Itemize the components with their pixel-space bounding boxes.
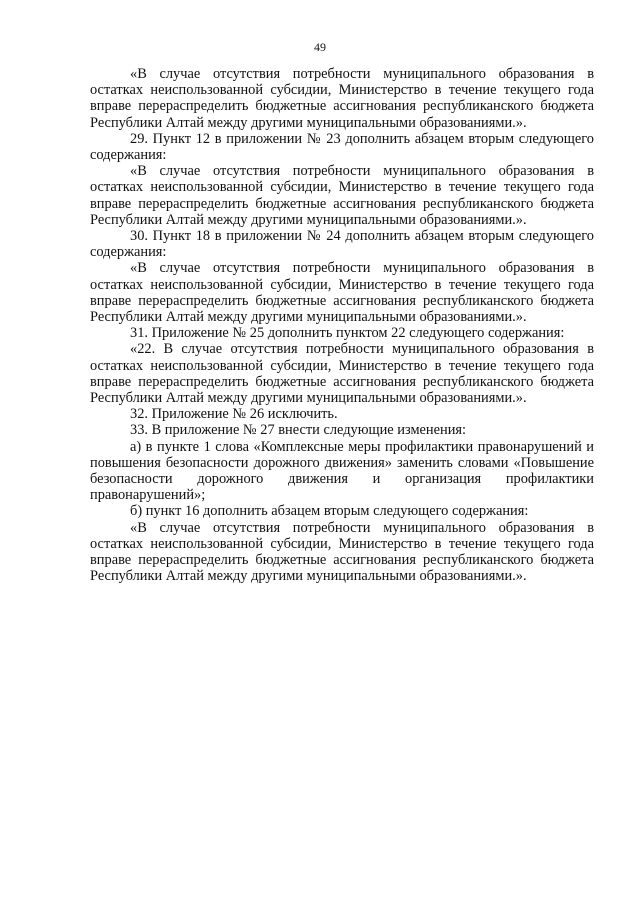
paragraph-quote-subsidy-5: «В случае отсутствия потребности муниципального образования в остатках неиспользованной субсидии, Министерство в течение текущего года вправе перераспределить бюджетные ассигнования республиканского бюджета Республики Алтай между другими муниципальными образованиями.». <box>90 519 594 585</box>
paragraph-quote-subsidy-3: «В случае отсутствия потребности муниципального образования в остатках неиспользованной субсидии, Министерство в течение текущего года вправе перераспределить бюджетные ассигнования республиканского бюджета Республики Алтай между другими муниципальными образованиями.». <box>90 260 594 326</box>
paragraph-item-29: 29. Пункт 12 в приложении № 23 дополнить абзацем вторым следующего содержания: <box>90 130 594 164</box>
paragraph-quote-subsidy-4: «22. В случае отсутствия потребности муниципального образования в остатках неиспользованной субсидии, Министерство в течение текущего года вправе перераспределить бюджетные ассигнования республиканского бюджета Республики Алтай между другими муниципальными образованиями.». <box>90 341 594 407</box>
paragraph-subitem-b: б) пункт 16 дополнить абзацем вторым следующего содержания: <box>130 503 529 520</box>
paragraph-item-31: 31. Приложение № 25 дополнить пунктом 22 следующего содержания: <box>130 325 565 342</box>
paragraph-quote-subsidy-1: «В случае отсутствия потребности муниципального образования в остатках неиспользованной субсидии, Министерство в течение текущего года вправе перераспределить бюджетные ассигнования республиканского бюджета Республики Алтай между другими муниципальными образованиями.». <box>90 66 594 131</box>
document-body <box>90 66 594 585</box>
paragraph-item-32: 32. Приложение № 26 исключить. <box>130 406 338 423</box>
page-number: 49 <box>314 40 326 54</box>
paragraph-item-33: 33. В приложение № 27 внести следующие изменения: <box>130 422 467 439</box>
paragraph-subitem-a: а) в пункте 1 слова «Комплексные меры профилактики правонарушений и повышения безопасности дорожного движения» заменить словами «Повышение безопасности дорожного движения и организация профилактики правонарушений»; <box>90 438 594 504</box>
paragraph-item-30: 30. Пункт 18 в приложении № 24 дополнить абзацем вторым следующего содержания: <box>90 228 594 261</box>
paragraph-quote-subsidy-2: «В случае отсутствия потребности муниципального образования в остатках неиспользованной субсидии, Министерство в течение текущего года вправе перераспределить бюджетные ассигнования республиканского бюджета Республики Алтай между другими муниципальными образованиями.». <box>90 163 594 228</box>
